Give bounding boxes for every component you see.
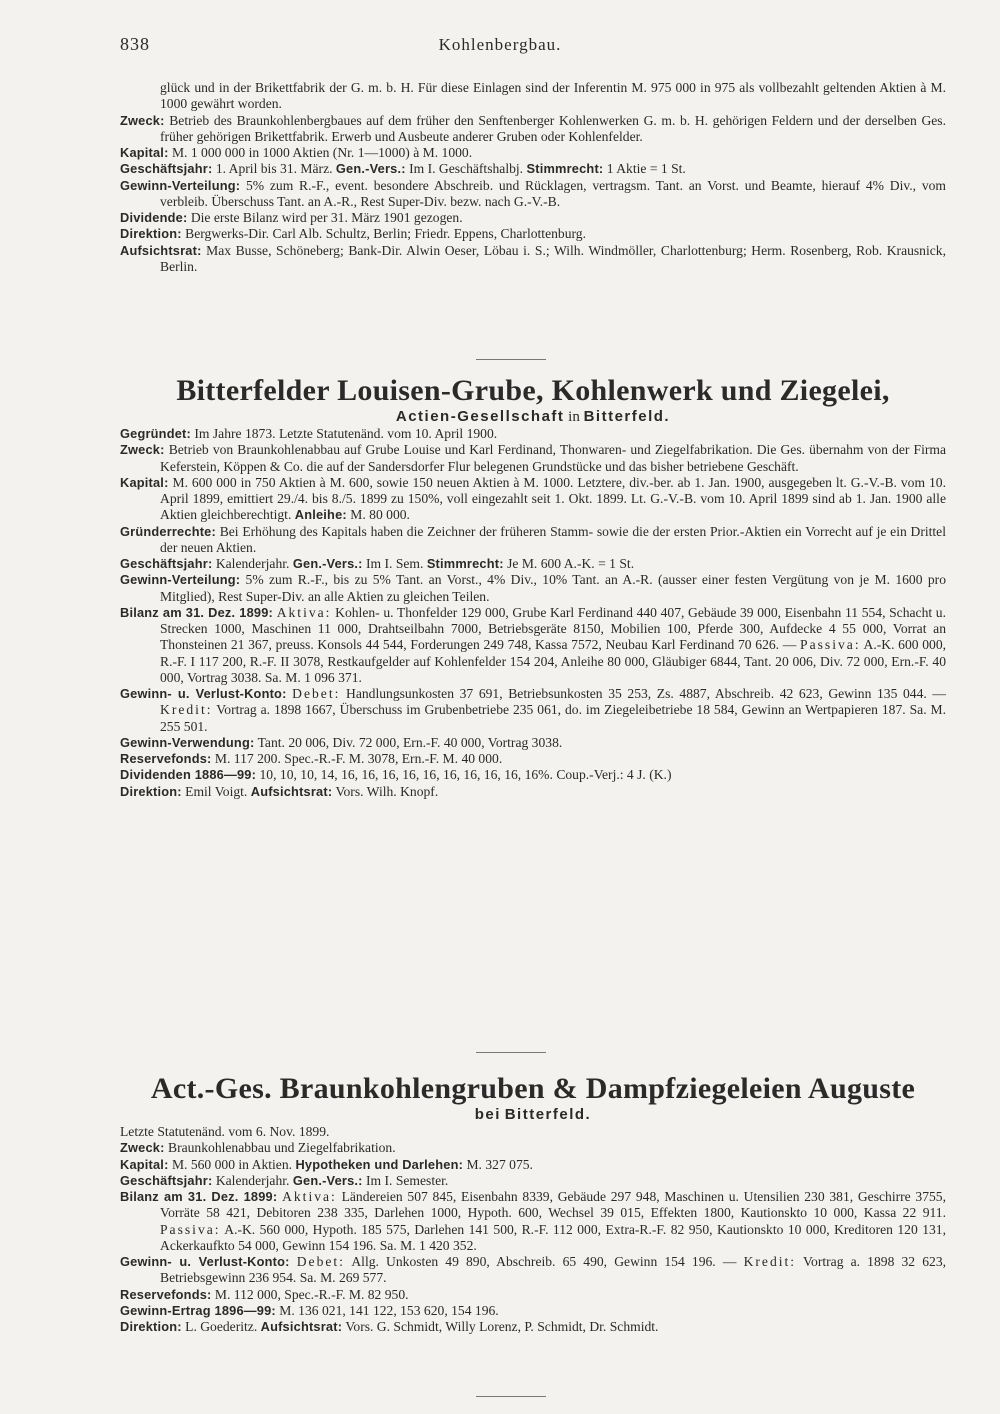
zweck-entry: Zweck: Braunkohlenabbau und Ziegelfabrikation.: [120, 1140, 396, 1156]
zweck-entry: Zweck: Betrieb von Braunkohlenabbau auf Grube Louise und Karl Ferdinand, Thonwaren- und Ziegelfabrikation. Die Ges. übernahm von der Firma Keferstein, Köppen & Co. die auf der Sandersdorfer Flur belegenen Grundstücke und das bisher betriebene Geschäft.: [120, 442, 946, 474]
running-header: [0, 34, 1000, 58]
statut-entry: Letzte Statutenänd. vom 6. Nov. 1899.: [120, 1124, 330, 1139]
louisen-grube-entry: [120, 374, 946, 800]
gewinn-verteilung-entry: Gewinn-Verteilung: 5% zum R.-F., bis zu 5% Tant. an Vorst., 4% Div., 10% Tant. an A.-R. (ausser einer festen Vergütung von je M. 1600 pro Mitglied), Rest Super-Div. an alle Aktien zu gleichen Teilen.: [120, 572, 946, 604]
gewinn-ertrag-entry: Gewinn-Ertrag 1896—99: M. 136 021, 141 122, 153 620, 154 196.: [120, 1302, 499, 1318]
company-subtitle: Actien-Gesellschaft in Bitterfeld.: [395, 408, 671, 425]
direktion-entry: Direktion: L. Goederitz. Aufsichtsrat: Vors. G. Schmidt, Willy Lorenz, P. Schmidt, Dr. Schmidt.: [120, 1319, 659, 1334]
gewinn-verwendung-entry: Gewinn-Verwendung: Tant. 20 006, Div. 72 000, Ern.-F. 40 000, Vortrag 3038.: [120, 734, 563, 750]
intro-paragraph: glück und in der Brikettfabrik der G. m. b. H. Für diese Einlagen sind der Inferentin M. 975 000 in 975 als vollbezahlt geltenden Aktien à M. 1000 gewährt worden.: [160, 80, 946, 112]
kapital-entry: Kapital: M. 560 000 in Aktien. Hypotheken und Darlehen: M. 327 075.: [120, 1156, 533, 1172]
reservefonds-entry: Reservefonds: M. 117 200. Spec.-R.-F. M. 3078, Ern.-F. M. 40 000.: [120, 751, 503, 766]
page-number: 838: [120, 34, 150, 54]
geschaeftsjahr-entry: Geschäftsjahr: Kalenderjahr. Gen.-Vers.: Im I. Semester.: [120, 1172, 449, 1188]
auguste-entry: [120, 1072, 946, 1335]
previous-company-entry: [120, 80, 946, 275]
company-title: Bitterfelder Louisen-Grube, Kohlenwerk und Ziegelei,: [176, 374, 890, 407]
zweck-entry: Zweck: Betrieb des Braunkohlenbergbaues auf dem früher den Senftenberger Kohlenwerken G. m. b. H. gehörigen Feldern und der derselben Ges. früher gehörigen Brikettfabrik. Erwerb und Ausbeute anderer Gruben oder Kohlenfelder.: [120, 112, 946, 144]
bilanz-entry: Bilanz am 31. Dez. 1899: Aktiva: Kohlen- u. Thonfelder 129 000, Grube Karl Ferdinand 440 407, Gebäude 39 000, Eisenbahn 11 554, Schacht u. Strecken 1000, Maschinen 11 000, Drahtseilbahn 7000, Betriebsgeräte 8150, Mobilien 100, Pferde 300, Aufdecke 4 55 000, Vorrat an Thonsteinen 21 367, preuss. Konsols 44 544, Forderungen 249 748, Kassa 7572, Neubau Karl Ferdinand 70 626. — Passiva: A.-K. 600 000, R.-F. I 117 200, R.-F. II 3078, Restkaufgelder auf Kohlenfelder 154 204, Anleihe 80 000, Gläubiger 6844, Tant. 20 006, Div. 72 000, Ern.-F. 40 000, Vortrag 3038. Sa. M. 1 096 371.: [120, 604, 947, 685]
gegruendet-entry: Gegründet: Im Jahre 1873. Letzte Statutenänd. vom 10. April 1900.: [120, 426, 498, 441]
geschaeftsjahr-entry: Geschäftsjahr: Kalenderjahr. Gen.-Vers.: Im I. Sem. Stimmrecht: Je M. 600 A.-K. = 1 St.: [120, 556, 635, 571]
company-subtitle: bei Bitterfeld.: [474, 1106, 592, 1123]
gewinn-verlust-entry: Gewinn- u. Verlust-Konto: Debet: Handlungsunkosten 37 691, Betriebsunkosten 35 253, Zs. 4887, Abschreib. 42 623, Gewinn 135 044. — Kredit: Vortrag a. 1898 1667, Überschuss im Grubenbetriebe 235 061, do. im Ziegeleibetriebe 18 584, Gewinn an Wertpapieren 187. Sa. M. 255 501.: [120, 686, 947, 734]
section-divider: [476, 359, 546, 360]
dividenden-entry: Dividenden 1886—99: 10, 10, 10, 14, 16, 16, 16, 16, 16, 16, 16, 16, 16, 16%. Coup.-Verj.: 4 J. (K.): [120, 767, 672, 783]
direktion-entry: Direktion: Emil Voigt. Aufsichtsrat: Vors. Wilh. Knopf.: [120, 783, 439, 799]
geschaeftsjahr-entry: Geschäftsjahr: 1. April bis 31. März. Gen.-Vers.: Im I. Geschäftshalbj. Stimmrecht: 1 Aktie = 1 St.: [120, 161, 686, 177]
dividende-entry: Dividende: Die erste Bilanz wird per 31. März 1901 gezogen.: [120, 210, 463, 225]
gruenderrechte-entry: Gründerrechte: Bei Erhöhung des Kapitals haben die Zeichner der früheren Stamm- sowie die der ersten Prior.-Aktien ein Vorrecht auf je ein Drittel der neuen Aktien.: [120, 523, 946, 555]
gewinn-verteilung-entry: Gewinn-Verteilung: 5% zum R.-F., event. besondere Abschreib. und Rücklagen, vertragsm. Tant. an Vorst. und Beamte, hierauf 4% Div., vom verbleib. Überschuss Tant. an A.-R., Rest Super-Div. bezw. nach G.-V.-B.: [120, 177, 946, 209]
direktion-entry: Direktion: Bergwerks-Dir. Carl Alb. Schultz, Berlin; Friedr. Eppens, Charlottenburg.: [120, 226, 586, 242]
reservefonds-entry: Reservefonds: M. 112 000, Spec.-R.-F. M. 82 950.: [120, 1286, 409, 1302]
company-title: Act.-Ges. Braunkohlengruben & Dampfziegeleien Auguste: [150, 1072, 916, 1105]
kapital-entry: Kapital: M. 600 000 in 750 Aktien à M. 600, sowie 150 neuen Aktien à M. 1000. Letztere, div.-ber. ab 1. Jan. 1900, ausgegeben lt. G.-V.-B. vom 10. April 1899, emittiert 29./4. bis 8./5. 1899 zu 150%, voll eingezahlt seit 1. Okt. 1899. Lt. G.-V.-B. vom 10. April 1899 sind ab 1. Jan. 1900 alle Aktien gleichberechtigt. Anleihe: M. 80 000.: [120, 474, 946, 523]
section-divider: [476, 1052, 546, 1053]
gewinn-verlust-entry: Gewinn- u. Verlust-Konto: Debet: Allg. Unkosten 49 890, Abschreib. 65 490, Gewinn 154 196. — Kredit: Vortrag a. 1898 32 623, Betriebsgewinn 236 954. Sa. M. 269 577.: [120, 1254, 947, 1286]
kapital-entry: Kapital: M. 1 000 000 in 1000 Aktien (Nr. 1—1000) à M. 1000.: [120, 145, 473, 160]
section-divider: [476, 1396, 546, 1397]
aufsichtsrat-entry: Aufsichtsrat: Max Busse, Schöneberg; Bank-Dir. Alwin Oeser, Löbau i. S.; Wilh. Windmöller, Charlottenburg; Herm. Rosenberg, Rob. Krausnick, Berlin.: [120, 242, 946, 274]
running-title: Kohlenbergbau.: [438, 35, 562, 54]
bilanz-entry: Bilanz am 31. Dez. 1899: Aktiva: Ländereien 507 845, Eisenbahn 8339, Gebäude 297 948, Maschinen u. Utensilien 230 381, Geschirre 3755, Vorräte 58 421, Debitoren 238 335, Darlehen 1000, Hypoth. 600, Wechsel 39 015, Effekten 1800, Kautionskto 10 000, Kassa 22 911. Passiva: A.-K. 560 000, Hypoth. 185 575, Darlehen 141 500, R.-F. 112 000, Extra-R.-F. 82 950, Kautionskto 10 000, Kreditoren 120 131, Ackerkaufkto 54 000, Gewinn 154 196. Sa. M. 1 420 352.: [120, 1189, 947, 1253]
